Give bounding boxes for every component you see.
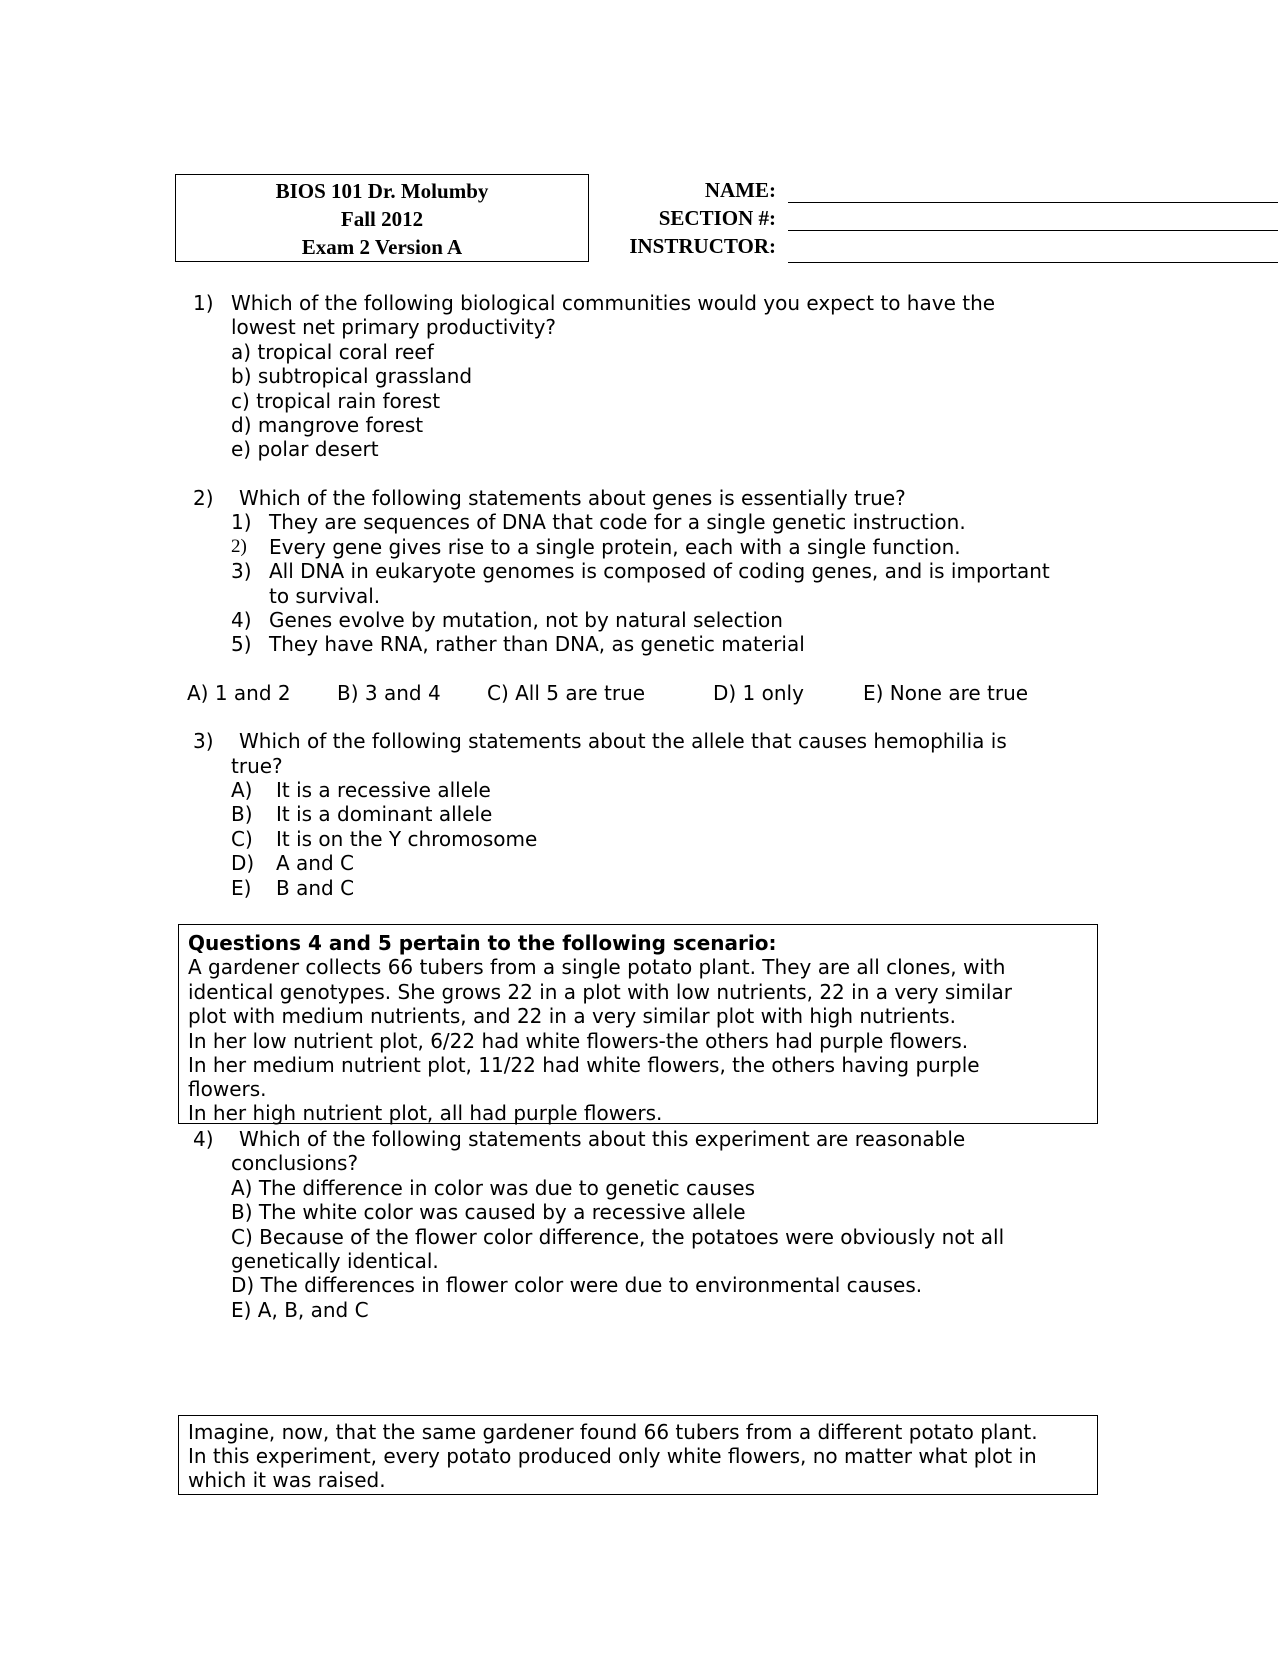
answer-choice: A) 1 and 2	[187, 681, 291, 705]
answer-option: C) Because of the flower color difference, the potatoes were obviously not all	[231, 1225, 1005, 1249]
answer-choice: B) 3 and 4	[337, 681, 441, 705]
answer-choice: C) All 5 are true	[487, 681, 646, 705]
exam-header-box	[175, 174, 589, 262]
scenario-box	[178, 924, 1098, 1124]
answer-option: b) subtropical grassland	[231, 364, 473, 388]
option-letter: B)	[231, 802, 253, 826]
statement-number: 1)	[231, 510, 252, 534]
exam-term: Fall 2012	[340, 207, 424, 231]
statement-text: Genes evolve by mutation, not by natural selection	[269, 608, 783, 632]
option-text: A and C	[276, 851, 354, 875]
question-stem-cont: lowest net primary productivity?	[231, 315, 557, 339]
imagine-line: which it was raised.	[188, 1468, 386, 1492]
option-text: It is on the Y chromosome	[276, 827, 538, 851]
question-stem-cont: conclusions?	[231, 1151, 359, 1175]
answer-option: E) A, B, and C	[231, 1298, 369, 1322]
question-stem: Which of the following statements about genes is essentially true?	[239, 486, 906, 510]
option-letter: E)	[231, 876, 252, 900]
statement-number: 2)	[231, 536, 247, 557]
question-stem: Which of the following statements about the allele that causes hemophilia is	[239, 729, 1007, 753]
section-label: SECTION #:	[658, 206, 776, 230]
question-number: 4)	[193, 1127, 214, 1151]
scenario-heading: Questions 4 and 5 pertain to the following scenario:	[188, 931, 777, 955]
course-title: BIOS 101 Dr. Molumby	[275, 179, 489, 203]
statement-number: 5)	[231, 632, 252, 656]
statement-text: All DNA in eukaryote genomes is composed of coding genes, and is important	[269, 559, 1050, 583]
answer-option: D) The differences in flower color were due to environmental causes.	[231, 1273, 923, 1297]
option-text: It is a recessive allele	[276, 778, 491, 802]
scenario-line: In her low nutrient plot, 6/22 had white flowers-the others had purple flowers.	[188, 1029, 969, 1053]
question-stem: Which of the following biological communities would you expect to have the	[231, 291, 996, 315]
answer-option: e) polar desert	[231, 437, 379, 461]
question-number: 2)	[193, 486, 214, 510]
statement-text: They are sequences of DNA that code for a single genetic instruction.	[269, 510, 966, 534]
question-stem: Which of the following statements about this experiment are reasonable	[239, 1127, 966, 1151]
question-number: 1)	[193, 291, 214, 315]
name-field-line[interactable]	[788, 202, 1278, 203]
name-label: NAME:	[704, 178, 776, 202]
statement-text: They have RNA, rather than DNA, as genetic material	[269, 632, 805, 656]
exam-version: Exam 2 Version A	[301, 235, 463, 259]
imagine-line: Imagine, now, that the same gardener found 66 tubers from a different potato plant.	[188, 1420, 1038, 1444]
scenario-line: A gardener collects 66 tubers from a single potato plant. They are all clones, with	[188, 955, 1006, 979]
answer-option: B) The white color was caused by a recessive allele	[231, 1200, 746, 1224]
section-field-line[interactable]	[788, 230, 1278, 231]
question-number: 3)	[193, 729, 214, 753]
question-stem-cont: true?	[231, 754, 283, 778]
imagine-scenario-box	[178, 1415, 1098, 1495]
answer-option: c) tropical rain forest	[231, 389, 441, 413]
instructor-label: INSTRUCTOR:	[629, 234, 776, 258]
answer-choice: D) 1 only	[713, 681, 804, 705]
scenario-line: flowers.	[188, 1077, 267, 1101]
option-text: It is a dominant allele	[276, 802, 493, 826]
instructor-field-line[interactable]	[788, 262, 1278, 263]
option-letter: D)	[231, 851, 255, 875]
scenario-line: In her high nutrient plot, all had purple flowers.	[188, 1101, 663, 1125]
statement-text: Every gene gives rise to a single protein, each with a single function.	[269, 535, 961, 559]
option-text: B and C	[276, 876, 355, 900]
scenario-line: plot with medium nutrients, and 22 in a very similar plot with high nutrients.	[188, 1004, 956, 1028]
statement-number: 3)	[231, 559, 252, 583]
scenario-line: In her medium nutrient plot, 11/22 had white flowers, the others having purple	[188, 1053, 980, 1077]
answer-option: A) The difference in color was due to genetic causes	[231, 1176, 756, 1200]
option-letter: A)	[231, 778, 253, 802]
scenario-line: identical genotypes. She grows 22 in a plot with low nutrients, 22 in a very similar	[188, 980, 1012, 1004]
option-letter: C)	[231, 827, 253, 851]
answer-option-cont: genetically identical.	[231, 1249, 439, 1273]
imagine-line: In this experiment, every potato produced only white flowers, no matter what plot in	[188, 1444, 1037, 1468]
answer-option: a) tropical coral reef	[231, 340, 434, 364]
answer-choice: E) None are true	[863, 681, 1029, 705]
statement-text-cont: to survival.	[269, 584, 381, 608]
statement-number: 4)	[231, 608, 252, 632]
answer-option: d) mangrove forest	[231, 413, 424, 437]
